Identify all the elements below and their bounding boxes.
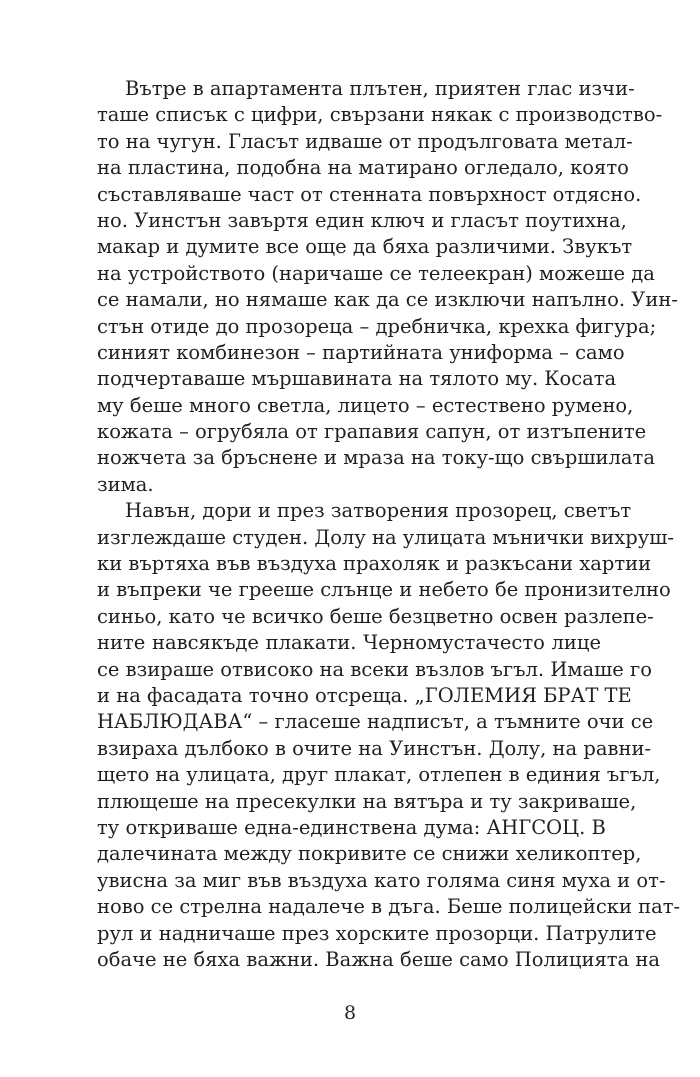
text-line: плющеше на пресекулки на вятъра и ту закриваше, (97, 789, 637, 813)
text-line: макар и думите все още да бяха различими. Звукът (97, 235, 633, 259)
text-line: но. Уинстън завъртя един ключ и гласът поутихна, (97, 208, 627, 232)
text-line: НАБЛЮДАВА“ – гласеше надписът, а тъмните очи се (97, 710, 654, 734)
text-line: взираха дълбоко в очите на Уинстън. Долу, на равни- (97, 736, 652, 760)
text-line: ки въртяха във въздуха прахоляк и разкъсани хартии (97, 552, 652, 576)
text-line: обаче не бяха важни. Важна беше само Полицията на (97, 947, 660, 971)
text-line: Навън, дори и през затворения прозорец, светът (125, 499, 632, 523)
text-line: таше списък с цифри, свързани някак с производство- (97, 103, 663, 127)
text-line: се взираше отвисоко на всеки възлов ъгъл. Имаше го (97, 657, 652, 681)
text-line: ту откриваше една-единствена дума: АНГСОЦ. В (97, 815, 606, 839)
text-line: рул и надничаше през хорските прозорци. Патрулите (97, 921, 657, 945)
text-line: на устройството (наричаше се телеекран) можеше да (97, 261, 655, 285)
text-line: на пластина, подобна на матирано огледало, която (97, 156, 629, 180)
paragraph (97, 498, 681, 973)
text-line: и на фасадата точно отсреща. „ГОЛЕМИЯ БРАТ ТЕ (97, 683, 632, 707)
text-line: кожата – огрубяла от грапавия сапун, от изтъпените (97, 420, 647, 444)
text-line: щето на улицата, друг плакат, отлепен в единия ъгъл, (97, 763, 661, 787)
paragraph (97, 76, 678, 498)
text-line: изглеждаше студен. Долу на улицата мънички вихруш- (97, 525, 674, 549)
text-line: стън отиде до прозореца – дребничка, крехка фигура; (97, 314, 657, 338)
text-line: ново се стрелна надалече в дъга. Беше полицейски пат- (97, 895, 681, 919)
text-line: далечината между покривите се снижи хеликоптер, (97, 842, 642, 866)
text-line: ножчета за бръснене и мраза на току-що свършилата (97, 446, 655, 470)
text-line: увисна за миг във въздуха като голяма синя муха и от- (97, 868, 666, 892)
text-line: се намали, но нямаше как да се изключи напълно. Уин- (97, 288, 678, 312)
text-line: Вътре в апартамента плътен, приятен глас изчи- (125, 77, 635, 100)
text-line: ните навсякъде плакати. Черномустачесто лице (97, 631, 601, 655)
text-line: то на чугун. Гласът идваше от продълговата метал- (97, 129, 633, 153)
text-line: и въпреки че грееше слънце и небето бе пронизително (97, 578, 671, 602)
text-line: подчертаваше мършавината на тялото му. Косата (97, 367, 617, 391)
body-text (97, 76, 681, 973)
text-line: синият комбинезон – партийната униформа – само (97, 340, 625, 364)
text-line: синьо, като че всичко беше безцветно освен разлепе- (97, 604, 654, 628)
text-line: съставляваше част от стенната повърхност отдясно. (97, 182, 642, 206)
page-number: 8 (343, 1002, 357, 1024)
text-line: му беше много светла, лицето – естествено румено, (97, 393, 634, 417)
text-line: зима. (97, 472, 154, 496)
